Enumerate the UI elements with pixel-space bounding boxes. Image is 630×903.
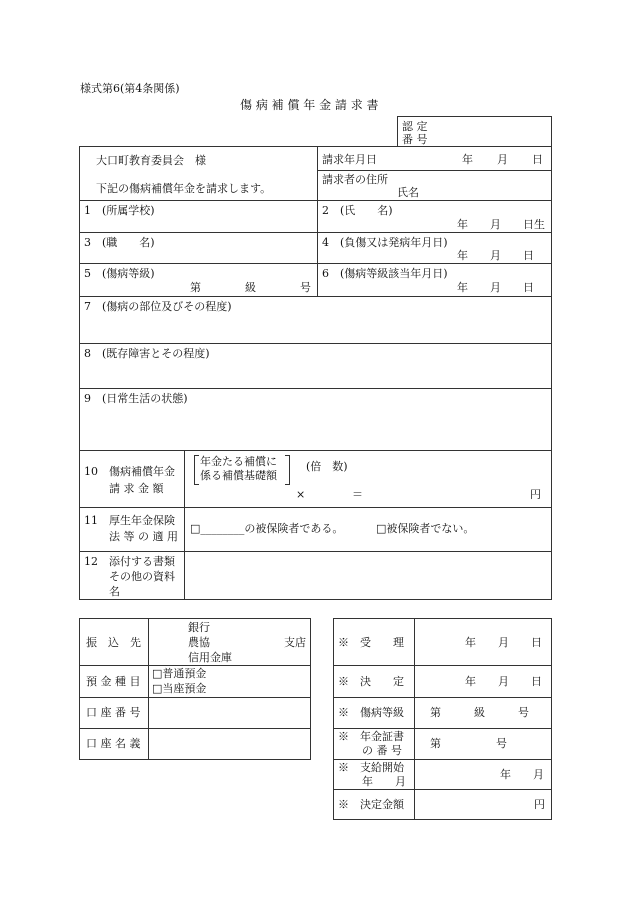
form-title: 傷 病 補 償 年 金 請 求 書 bbox=[240, 98, 379, 112]
row-6-date: 年 月 日 bbox=[457, 281, 534, 294]
row-10-label: 10 傷病補償年金 bbox=[84, 465, 175, 478]
row-7-injury-part: 7 (傷病の部位及びその程度) bbox=[84, 300, 232, 313]
request-statement: 下記の傷病補償年金を請求します。 bbox=[96, 182, 272, 195]
certificate-value: 第 号 bbox=[430, 737, 507, 750]
not-insured-checkbox[interactable]: □被保険者でない。 bbox=[376, 522, 475, 535]
row-11-label-2: 法 等 の 適 用 bbox=[109, 530, 178, 543]
payment-start-label-2: 年 月 bbox=[362, 775, 406, 788]
row-10-equals: ＝ bbox=[352, 488, 363, 501]
request-month: 月 bbox=[497, 153, 508, 166]
row-12-label: 12 添付する書類 bbox=[84, 555, 175, 568]
row-10-label-2: 請 求 金 額 bbox=[109, 482, 164, 495]
name-label: 氏名 bbox=[397, 186, 419, 199]
payment-start-label: ※ 支給開始 bbox=[338, 761, 404, 774]
transfer-label: 振 込 先 bbox=[86, 636, 141, 649]
row-10-yen: 円 bbox=[530, 488, 541, 501]
deposit-type-label: 預 金 種 目 bbox=[86, 675, 141, 688]
nintei-label: 認 定 bbox=[402, 120, 428, 133]
certificate-label-2: の 番 号 bbox=[362, 744, 402, 757]
shinkin-option: 信用金庫 bbox=[188, 651, 232, 664]
decided-amount-yen: 円 bbox=[534, 798, 545, 811]
row-10-multiplier: (倍 数) bbox=[306, 460, 348, 473]
row-12-label-3: 名 bbox=[109, 585, 120, 598]
receipt-date: 年 月 日 bbox=[465, 636, 542, 649]
insured-checkbox[interactable]: □________の被保険者である。 bbox=[190, 522, 344, 535]
recipient: 大口町教育委員会 様 bbox=[96, 154, 206, 167]
row-8-existing-disability: 8 (既存障害とその程度) bbox=[84, 347, 210, 360]
nokyo-option: 農協 bbox=[188, 636, 210, 649]
certificate-label: ※ 年金証書 bbox=[338, 730, 404, 743]
payment-start-date: 年 月 bbox=[500, 768, 544, 781]
row-5-grade-value: 第 級 号 bbox=[190, 281, 311, 294]
request-year: 年 bbox=[462, 153, 473, 166]
account-name-label: 口 座 名 義 bbox=[86, 737, 141, 750]
row-4-injury-date: 4 (負傷又は発病年月日) bbox=[322, 236, 448, 249]
account-number-label: 口 座 番 号 bbox=[86, 706, 141, 719]
row-9-daily-life: 9 (日常生活の状態) bbox=[84, 392, 188, 405]
form-number: 様式第6(第4条関係) bbox=[80, 82, 180, 95]
row-10-basis-2: 係る補償基礎額 bbox=[200, 469, 277, 482]
row-10-times: × bbox=[296, 488, 306, 501]
decided-amount-label: ※ 決定金額 bbox=[338, 798, 404, 811]
row-11-label: 11 厚生年金保険 bbox=[84, 514, 175, 527]
row-3-position: 3 (職 名) bbox=[84, 236, 155, 249]
decision-date: 年 月 日 bbox=[465, 675, 542, 688]
decision-label: ※ 決 定 bbox=[338, 675, 404, 688]
row-4-date: 年 月 日 bbox=[457, 249, 534, 262]
grade-value: 第 級 号 bbox=[430, 706, 529, 719]
grade-label: ※ 傷病等級 bbox=[338, 706, 404, 719]
request-day: 日 bbox=[532, 153, 543, 166]
bangou-label: 番 号 bbox=[402, 133, 428, 146]
request-date-label: 請求年月日 bbox=[322, 153, 377, 166]
futsu-checkbox[interactable]: □普通預金 bbox=[152, 667, 207, 680]
bank-option: 銀行 bbox=[188, 621, 210, 634]
row-5-grade: 5 (傷病等級) bbox=[84, 267, 155, 280]
row-2-birthdate: 年 月 日生 bbox=[457, 218, 545, 231]
row-6-grade-date: 6 (傷病等級該当年月日) bbox=[322, 267, 448, 280]
toza-checkbox[interactable]: □当座預金 bbox=[152, 682, 207, 695]
branch-label: 支店 bbox=[284, 636, 306, 649]
row-10-basis: 年金たる補償に bbox=[200, 455, 277, 468]
row-2-name: 2 (氏 名) bbox=[322, 204, 393, 217]
row-12-label-2: その他の資料 bbox=[109, 570, 175, 583]
row-1-school: 1 (所属学校) bbox=[84, 204, 155, 217]
receipt-label: ※ 受 理 bbox=[338, 636, 404, 649]
address-label: 請求者の住所 bbox=[322, 173, 388, 186]
